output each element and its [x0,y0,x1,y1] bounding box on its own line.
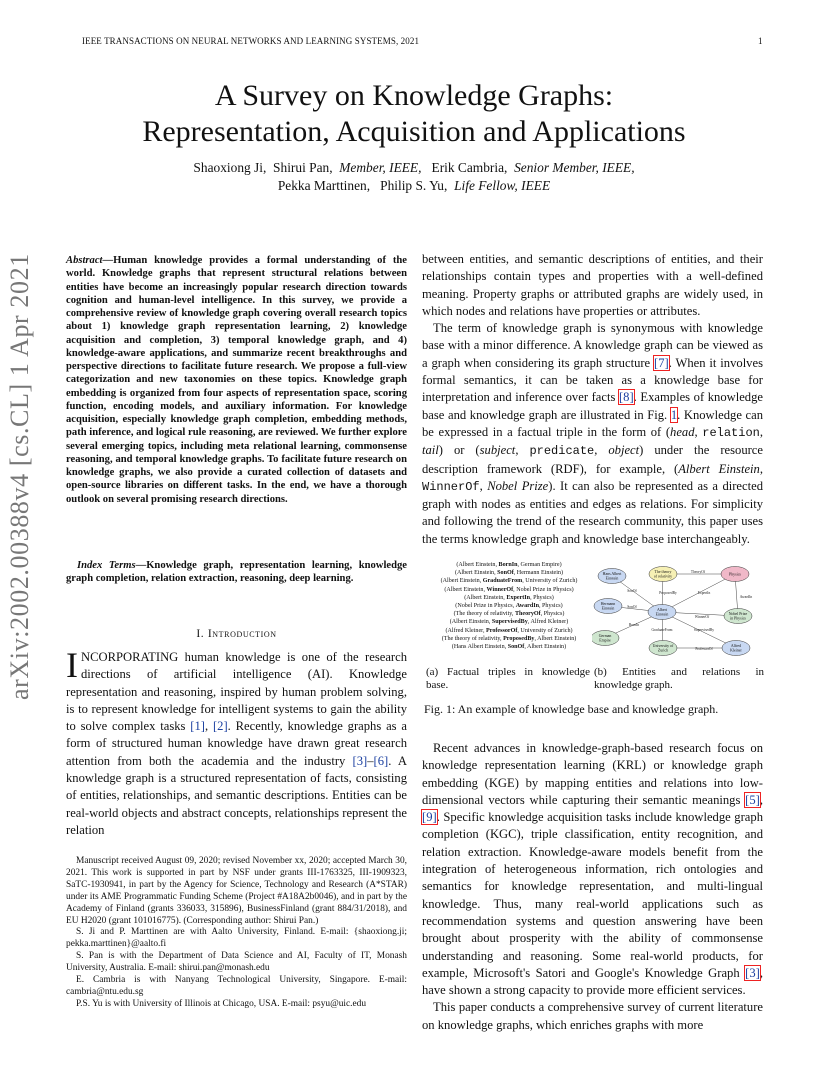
edge-label: WinnerOf [694,615,710,619]
drop-cap: I [66,645,78,685]
citation-link[interactable]: [5] [745,792,760,807]
author-line-2 [0,177,828,195]
title-line-1: A Survey on Knowledge Graphs: [214,79,614,112]
edge-label: GraduateFrom [651,628,673,632]
triple-row: (Albert Einstein, ExpertIn, Physics) [464,594,554,601]
triple-row: (Albert Einstein, BornIn, German Empire) [456,562,562,568]
abstract [66,254,407,506]
node-label: Hans Albert Einstein [602,572,622,581]
node-label: Hermann Einstein [600,602,616,611]
index-terms-label: Index Terms [77,560,136,571]
triple-row: (Albert Einstein, WinnerOf, Nobel Prize in Physics) [444,586,574,593]
right-column-top [422,251,763,548]
author-role: Senior Member, IEEE, [514,160,635,175]
author-list [0,159,828,195]
triple-row: (The theory of relativity, ProposedBy, Albert Einstein) [441,635,577,642]
triple-row: (Nobel Prize in Physics, AwardIn, Physics) [455,603,563,610]
edge-label: BornIn [628,623,640,627]
paragraph: This paper conducts a comprehensive survey of current literature on knowledge graphs, which enriches graphs with more [422,1000,763,1032]
triple-row: (Hans Albert Einstein, SonOf, Albert Einstein) [451,644,567,651]
edge-label: TheoryOf [690,570,706,574]
paragraph: between entities, and semantic descriptions of entities, and their relationships contain types and properties with a well-defined meaning. Property graphs or attributed graphs are widely used, in which nodes and relations have properties or attributes. [422,252,763,318]
triple-row: (Albert Einstein, SupervisedBy, Alfred Kleiner) [449,619,569,626]
citation-link[interactable]: [6] [373,753,389,768]
edge-label: SonOf [627,605,637,609]
section-heading-introduction: I. Introduction [196,627,277,640]
citation-link[interactable]: [7] [654,355,669,370]
footnote-affiliation: P.S. Yu is with University of Illinois at Chicago, USA. E-mail: psyu@uic.edu [76,998,367,1009]
figure-caption: Fig. 1: An example of knowledge base and knowledge graph. [424,702,719,716]
author-name: Shaoxiong Ji, [193,160,267,175]
triple-row: (Albert Einstein, GraduateFrom, University of Zurich) [440,578,578,585]
citation-link[interactable]: [1] [190,719,205,734]
triple-row: (Alfred Kleiner, ProfessorOf, University of Zurich) [445,627,573,634]
intro-paragraph: INCORPORATING human knowledge is one of the research directions of artificial intelligence (AI). Knowledge representation and reasoning, inspired by human problem solving, is to represent knowledge for intelligent systems to gain the ability to solve complex tasks [1], [2]. Recently, knowledge graphs as a form of structured human knowledge have drawn great research attention from both the academia and the industry [3]–[6]. A knowledge graph is a structured representation of facts, consisting of entities, relationships, and semantic descriptions. Entities can be real-world objects and abstract concepts, relationships represent the relation [66,645,408,837]
node-label: Physics [729,572,741,577]
footnote-affiliation: S. Ji and P. Marttinen are with Aalto University, Finland. E-mail: {shaoxiong.ji; pekka.marttinen}@aalto.fi [66,927,407,950]
paragraph: Recent advances in knowledge-graph-based research focus on knowledge representation learning (KRL) or knowledge graph embedding (KGE) by mapping entities and relations into low-dimensional vectors while capturing their semantic meanings [5], [9]. Specific knowledge acquisition tasks include knowledge graph completion (KGC), triple classification, entity recognition, and relation extraction. Knowledge-aware models benefit from the integration of heterogeneous information, rich ontologies and semantics for knowledge representation, and multi-lingual knowledge. Thus, many real-world applications such as recommendation systems and question answering have been brought about prosperity with the ability of commonsense understanding and reasoning. Some real-world products, for example, Microsoft's Satori and Google's Knowledge Graph [3], have shown a strong capacity to provide more efficient services. [422,741,763,998]
footnote-affiliation: S. Pan is with the Department of Data Science and AI, Faculty of IT, Monash University, Australia. E-mail: shirui.pan@monash.edu [66,951,407,974]
paper-title [0,78,828,150]
factual-triples-list [426,561,592,651]
citation-link[interactable]: [8] [618,390,634,405]
footnote-affiliation: E. Cambria is with Nanyang Technological University, Singapore. E-mail: cambria@ntu.edu.sg [66,975,407,997]
author-role: Member, IEEE, [339,160,422,175]
citation-link[interactable]: [2] [212,719,228,734]
subcaption-a: (a) Factual triples in knowledge base. [426,666,590,692]
abstract-text: —Human knowledge provides a formal understanding of the world. Knowledge graphs that represent structural relations between entities have become an increasingly popular research direction towards cognition and human-level intelligence. In this survey, we provide a comprehensive review of knowledge graph covering overall research topics about 1) knowledge graph representation learning, 2) knowledge acquisition and completion, 3) temporal knowledge graph, and 4) knowledge-aware applications, and summarize recent breakthroughs and perspective directions to facilitate future research. We propose a full-view categorization and new taxonomies on these topics. Knowledge graph embedding is organized from four aspects of representation space, scoring function, encoding models, and auxiliary information. For knowledge acquisition, especially knowledge graph completion, embedding methods, path inference, and logical rule reasoning, are reviewed. We further explore several emerging topics, including meta relational learning, commonsense reasoning, and temporal knowledge graphs. To facilitate future research on knowledge graphs, we also provide a curated collection of datasets and open-source libraries on different tasks. In the end, we have a thorough outlook on several promising research directions. [66,255,407,505]
figure-link[interactable]: 1 [670,407,678,422]
subcaption-b: (b) Entities and relations in knowledge graph. [594,666,764,692]
node-label: Alfred Kleiner [730,644,742,653]
edge-label: SupervisedBy [693,628,715,632]
citation-link[interactable]: [9] [422,810,437,825]
edge-label: ProposedBy [659,591,677,595]
paragraph: The term of knowledge graph is synonymous with knowledge base with a minor difference. A knowledge graph can be viewed as a graph when considering its graph structure [7]. When it involves formal semantics, it can be taken as a knowledge base for interpretation and inference over facts [8]. Examples of knowledge base and knowledge graph are illustrated in Fig. 1. Knowledge can be expressed in a factual triple in the form of (head, relation, tail) or (subject, predicate, object) under the resource description framework (RDF), for example, (Albert Einstein, WinnerOf, Nobel Prize). It can also be represented as a directed graph with nodes as entities and edges as relations. For simplicity and following the trend of the research community, this paper uses the terms knowledge graph and knowledge base interchangeably. [422,321,764,546]
footnotes [66,856,407,1011]
abstract-label: Abstract [66,255,103,266]
author-role: Life Fellow, IEEE [454,178,551,193]
index-terms [66,559,407,586]
edge-label: AwardIn [739,595,753,599]
node-label: Albert Einstein [655,608,669,617]
author-name: Erik Cambria, [431,160,508,175]
triple-row: (Albert Einstein, SonOf, Hermann Einstein) [455,570,563,577]
author-line-1 [0,159,828,177]
arxiv-stamp: arXiv:2002.00388v4 [cs.CL] 1 Apr 2021 [5,253,34,700]
citation-link[interactable]: [3] [745,965,760,980]
right-column-bottom [422,740,763,1034]
index-terms-text: —Knowledge graph, representation learning, knowledge graph completion, relation extraction, reasoning, deep learning. [66,560,407,585]
page-number: 1 [758,36,763,46]
edge-label: SonOf [627,589,637,593]
node-label: German Empire [598,634,612,643]
footnote-funding: Manuscript received August 09, 2020; revised November xx, 2020; accepted March 30, 2021. This work is supported in part by NSF under grants III-1763325, III-1909323, SaTC-1930941, in part by the Agency for Science, Technology and Research (A*STAR) under its AME Programmatic Funding Scheme (Project #A18A2b0046), and in part by the Academy of Finland (grants 336033, 315896), BusinessFinland (grant 884/31/2018), and EU H2020 (grant 101016775). (Corresponding author: Shirui Pan.) [66,856,407,926]
author-name: Shirui Pan, [273,160,333,175]
edge-label: ExpertIn [697,591,711,595]
knowledge-graph-diagram [592,560,768,664]
node-label: Nobel Prize in Physics [728,612,748,621]
node-label: University of Zurich [652,644,674,653]
title-line-2: Representation, Acquisition and Applications [142,115,686,148]
triple-row: (The theory of relativity, TheoryOf, Physics) [453,611,565,618]
citation-link[interactable]: [3] [352,753,368,768]
author-name: Philip S. Yu, [380,178,448,193]
node-label: The theory of relativity [653,570,673,579]
author-name: Pekka Marttinen, [277,178,371,193]
running-header: IEEE TRANSACTIONS ON NEURAL NETWORKS AND LEARNING SYSTEMS, 2021 [82,36,420,46]
edge-label: ProfessorOf [695,647,713,651]
